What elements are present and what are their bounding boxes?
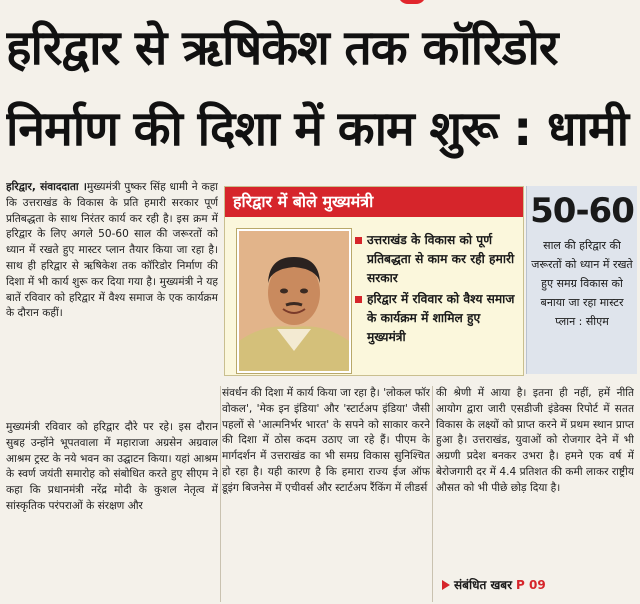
article-column-1-bottom [6, 420, 218, 602]
portrait-illustration [239, 231, 349, 371]
bullet-square-icon [355, 296, 362, 303]
highlight-bullets [355, 231, 517, 349]
highlight-bullet: उत्तराखंड के विकास को पूर्ण प्रतिबद्धता से काम कर रही हमारी सरकार [355, 231, 517, 288]
side-callout-text: साल की हरिद्वार की जरूरतों को ध्यान में रखते हुए समग्र विकास को बनाया जा रहा मास्टर प्लान : सीएम [531, 239, 633, 328]
column-divider [220, 386, 221, 602]
article-column-2 [222, 386, 430, 602]
highlight-bullet: हरिद्वार में रविवार को वैश्य समाज के कार्यक्रम में शामिल हुए मुख्यमंत्री [355, 290, 517, 347]
related-page-number: P 09 [516, 578, 546, 592]
article-paragraph-4: की श्रेणी में आया है। इतना ही नहीं, हमें नीति आयोग द्वारा जारी एसडीजी इंडेक्स रिपोर्ट में सतत विकास के लक्ष्यों को प्राप्त करने में प्रथम स्थान प्राप्त हुआ है। उत्तराखंड, युवाओं को रोजगार देने में भी अग्रणी प्रदेश बनकर उभरा है। हमने एक वर्ष में बेरोजगारी दर में 4.4 प्रतिशत की कमी लाकर राष्ट्रीय औसत को भी पीछे छोड़ दिया है। [436, 387, 634, 494]
side-callout [526, 186, 637, 374]
bullet-square-icon [355, 237, 362, 244]
triangle-arrow-icon [442, 580, 450, 590]
article-paragraph-3: संवर्धन की दिशा में कार्य किया जा रहा है। 'लोकल फॉर वोकल', 'मेक इन इंडिया' और 'स्टार्टअप इंडिया' जैसी पहलों से 'आत्मनिर्भर भारत' के सपने को साकार करने की दिशा में ठोस कदम उठाए जा रहे हैं। पीएम के मार्गदर्शन में उत्तराखंड का भी समग्र विकास सुनिश्चित हो रहा है। यही कारण है कि हमारा राज्य ईज ऑफ डूइंग बिजनेस में एचीवर्स और स्टार्टअप रैंकिंग में लीडर्स [222, 387, 430, 494]
highlight-box-title: हरिद्वार में बोले मुख्यमंत्री [225, 187, 523, 217]
article-column-3 [436, 386, 634, 568]
headline-line-2: निर्माण की दिशा में काम शुरू : धामी [6, 101, 629, 157]
headline-line-1: हरिद्वार से ऋषिकेश तक कॉरिडोर [6, 20, 558, 76]
chief-minister-photo [237, 229, 351, 373]
related-news-link[interactable] [442, 574, 546, 596]
dateline: हरिद्वार, संवाददाता । [6, 181, 87, 193]
article-paragraph-1 [6, 180, 218, 322]
related-news-label: संबंधित खबर [454, 578, 513, 592]
top-red-mark [398, 0, 426, 4]
article-column-1-top [6, 180, 218, 416]
highlight-box [224, 186, 524, 376]
column-divider [432, 386, 433, 602]
paragraph-1-text: मुख्यमंत्री पुष्कर सिंह धामी ने कहा कि उत्तराखंड के विकास के प्रति हमारी सरकार पूर्ण प्रतिबद्धता के साथ निरंतर कार्य कर रही है। इस क्रम में हरिद्वार के लिए अगले 50-60 साल की जरूरतों को ध्यान में रखते हुए मास्टर प्लान तैयार किया जा रहा है। साथ ही हरिद्वार से ऋषिकेश तक कॉरिडोर निर्माण की दिशा में भी कार्य शुरू कर दिया गया है। मुख्यमंत्री ने यह बातें रविवार को हरिद्वार में वैश्य समाज के एक कार्यक्रम के दौरान कहीं। [6, 181, 218, 320]
side-callout-number: 50-60 [530, 191, 634, 231]
article-paragraph-2: मुख्यमंत्री रविवार को हरिद्वार दौरे पर रहे। इस दौरान सुबह उन्होंने भूपतवाला में महाराजा अग्रसेन अग्रवाल आश्रम ट्रस्ट के नये भवन का उद्घाटन किया। यहां आश्रम के स्वर्ण जयंती समारोह को संबोधित करते हुए सीएम ने कहा कि प्रधानमंत्री नरेंद्र मोदी के कुशल नेतृत्व में सांस्कृतिक परंपराओं के संरक्षण और [6, 421, 218, 512]
